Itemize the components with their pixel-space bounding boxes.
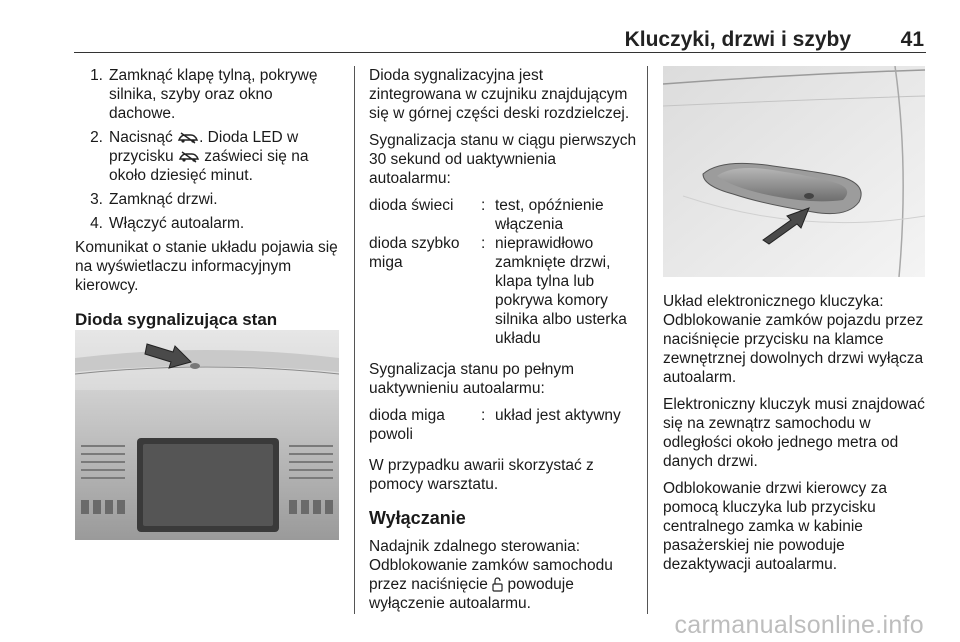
page-header	[74, 28, 926, 53]
car-alarm-icon	[177, 132, 199, 144]
table-row	[369, 234, 637, 348]
column-divider	[354, 66, 355, 614]
step-text	[109, 128, 343, 185]
step-text: Włączyć autoalarm.	[109, 215, 245, 232]
paragraph	[369, 537, 637, 613]
paragraph: Sygnalizacja stanu po pełnym uaktywnieniu autoalarmu:	[369, 361, 575, 397]
paragraph: Komunikat o stanie układu pojawia się na wyświetlaczu informacyjnym kierowcy.	[75, 239, 338, 294]
step-text: Zamknąć drzwi.	[109, 191, 218, 208]
paragraph: Układ elektronicznego kluczyka: Odblokowanie zamków pojazdu przez naciśnięcie przycisku na klamce zewnętrznej dowolnych drzwi wyłącza autoalarm.	[663, 293, 924, 386]
step-text-part: Nacisnąć	[109, 129, 178, 146]
paragraph-part: powoduje wyłączenie autoalarmu.	[369, 576, 574, 612]
dashboard-illustration	[75, 330, 339, 540]
status-table-2	[369, 406, 637, 444]
paragraph: W przypadku awarii skorzystać z pomocy warsztatu.	[369, 457, 594, 493]
section-heading: Wyłączanie	[369, 508, 466, 528]
paragraph: Dioda sygnalizacyjna jest zintegrowana w czujniku znajdującym się w górnej części deski rozdzielczej.	[369, 67, 630, 122]
table-value: nieprawidłowo zamknięte drzwi, klapa tylna lub pokrywa komory silnika albo usterka układu	[495, 235, 627, 347]
column-divider	[647, 66, 648, 614]
page-number: 41	[900, 28, 924, 51]
door-handle-illustration	[663, 66, 925, 277]
table-key: dioda miga powoli	[369, 407, 445, 443]
status-table-1	[369, 196, 637, 348]
column-3	[663, 292, 931, 582]
paragraph: Elektroniczny kluczyk musi znajdować się na zewnątrz samochodu w odległości około jednego metra od danych drzwi.	[663, 396, 925, 470]
dashboard-drawing	[75, 330, 339, 540]
unlock-icon	[492, 577, 503, 592]
step-item	[75, 66, 343, 123]
table-sep: :	[481, 235, 486, 252]
section-heading: Dioda sygnalizująca stan	[75, 310, 278, 329]
table-sep: :	[481, 197, 486, 214]
table-key: dioda szybko miga	[369, 235, 460, 271]
step-number: 1.	[90, 67, 103, 84]
paragraph-part: Nadajnik zdalnego sterowania: Odblokowanie zamków samochodu przez naciśnięcie	[369, 538, 613, 593]
column-1	[75, 66, 343, 363]
table-value: test, opóźnienie włączenia	[495, 197, 604, 233]
column-2	[369, 66, 637, 621]
step-number: 3.	[90, 191, 103, 208]
step-text-part: . Dioda LED w przycisku	[109, 129, 299, 165]
step-number: 2.	[90, 129, 103, 146]
table-row	[369, 196, 637, 234]
step-item	[75, 190, 343, 209]
table-row	[369, 406, 637, 444]
step-text-part: zaświeci się na około dziesięć minut.	[109, 148, 309, 184]
table-key: dioda świeci	[369, 197, 454, 214]
step-item	[75, 214, 343, 233]
paragraph: Odblokowanie drzwi kierowcy za pomocą kluczyka lub przycisku centralnego zamka w kabinie pasażerskiej nie powoduje dezaktywacji autoalarmu.	[663, 480, 887, 573]
table-value: układ jest aktywny	[495, 407, 621, 424]
step-item	[75, 128, 343, 185]
watermark: carmanualsonline.info	[674, 611, 924, 639]
table-sep: :	[481, 407, 486, 424]
car-alarm-icon	[178, 151, 200, 163]
section-title: Kluczyki, drzwi i szyby	[624, 28, 851, 51]
step-number: 4.	[90, 215, 103, 232]
paragraph: Sygnalizacja stanu w ciągu pierwszych 30 sekund od uaktywnienia autoalarmu:	[369, 132, 637, 187]
step-text: Zamknąć klapę tylną, pokrywę silnika, szyby oraz okno dachowe.	[109, 67, 318, 122]
door-handle-drawing	[663, 66, 925, 277]
